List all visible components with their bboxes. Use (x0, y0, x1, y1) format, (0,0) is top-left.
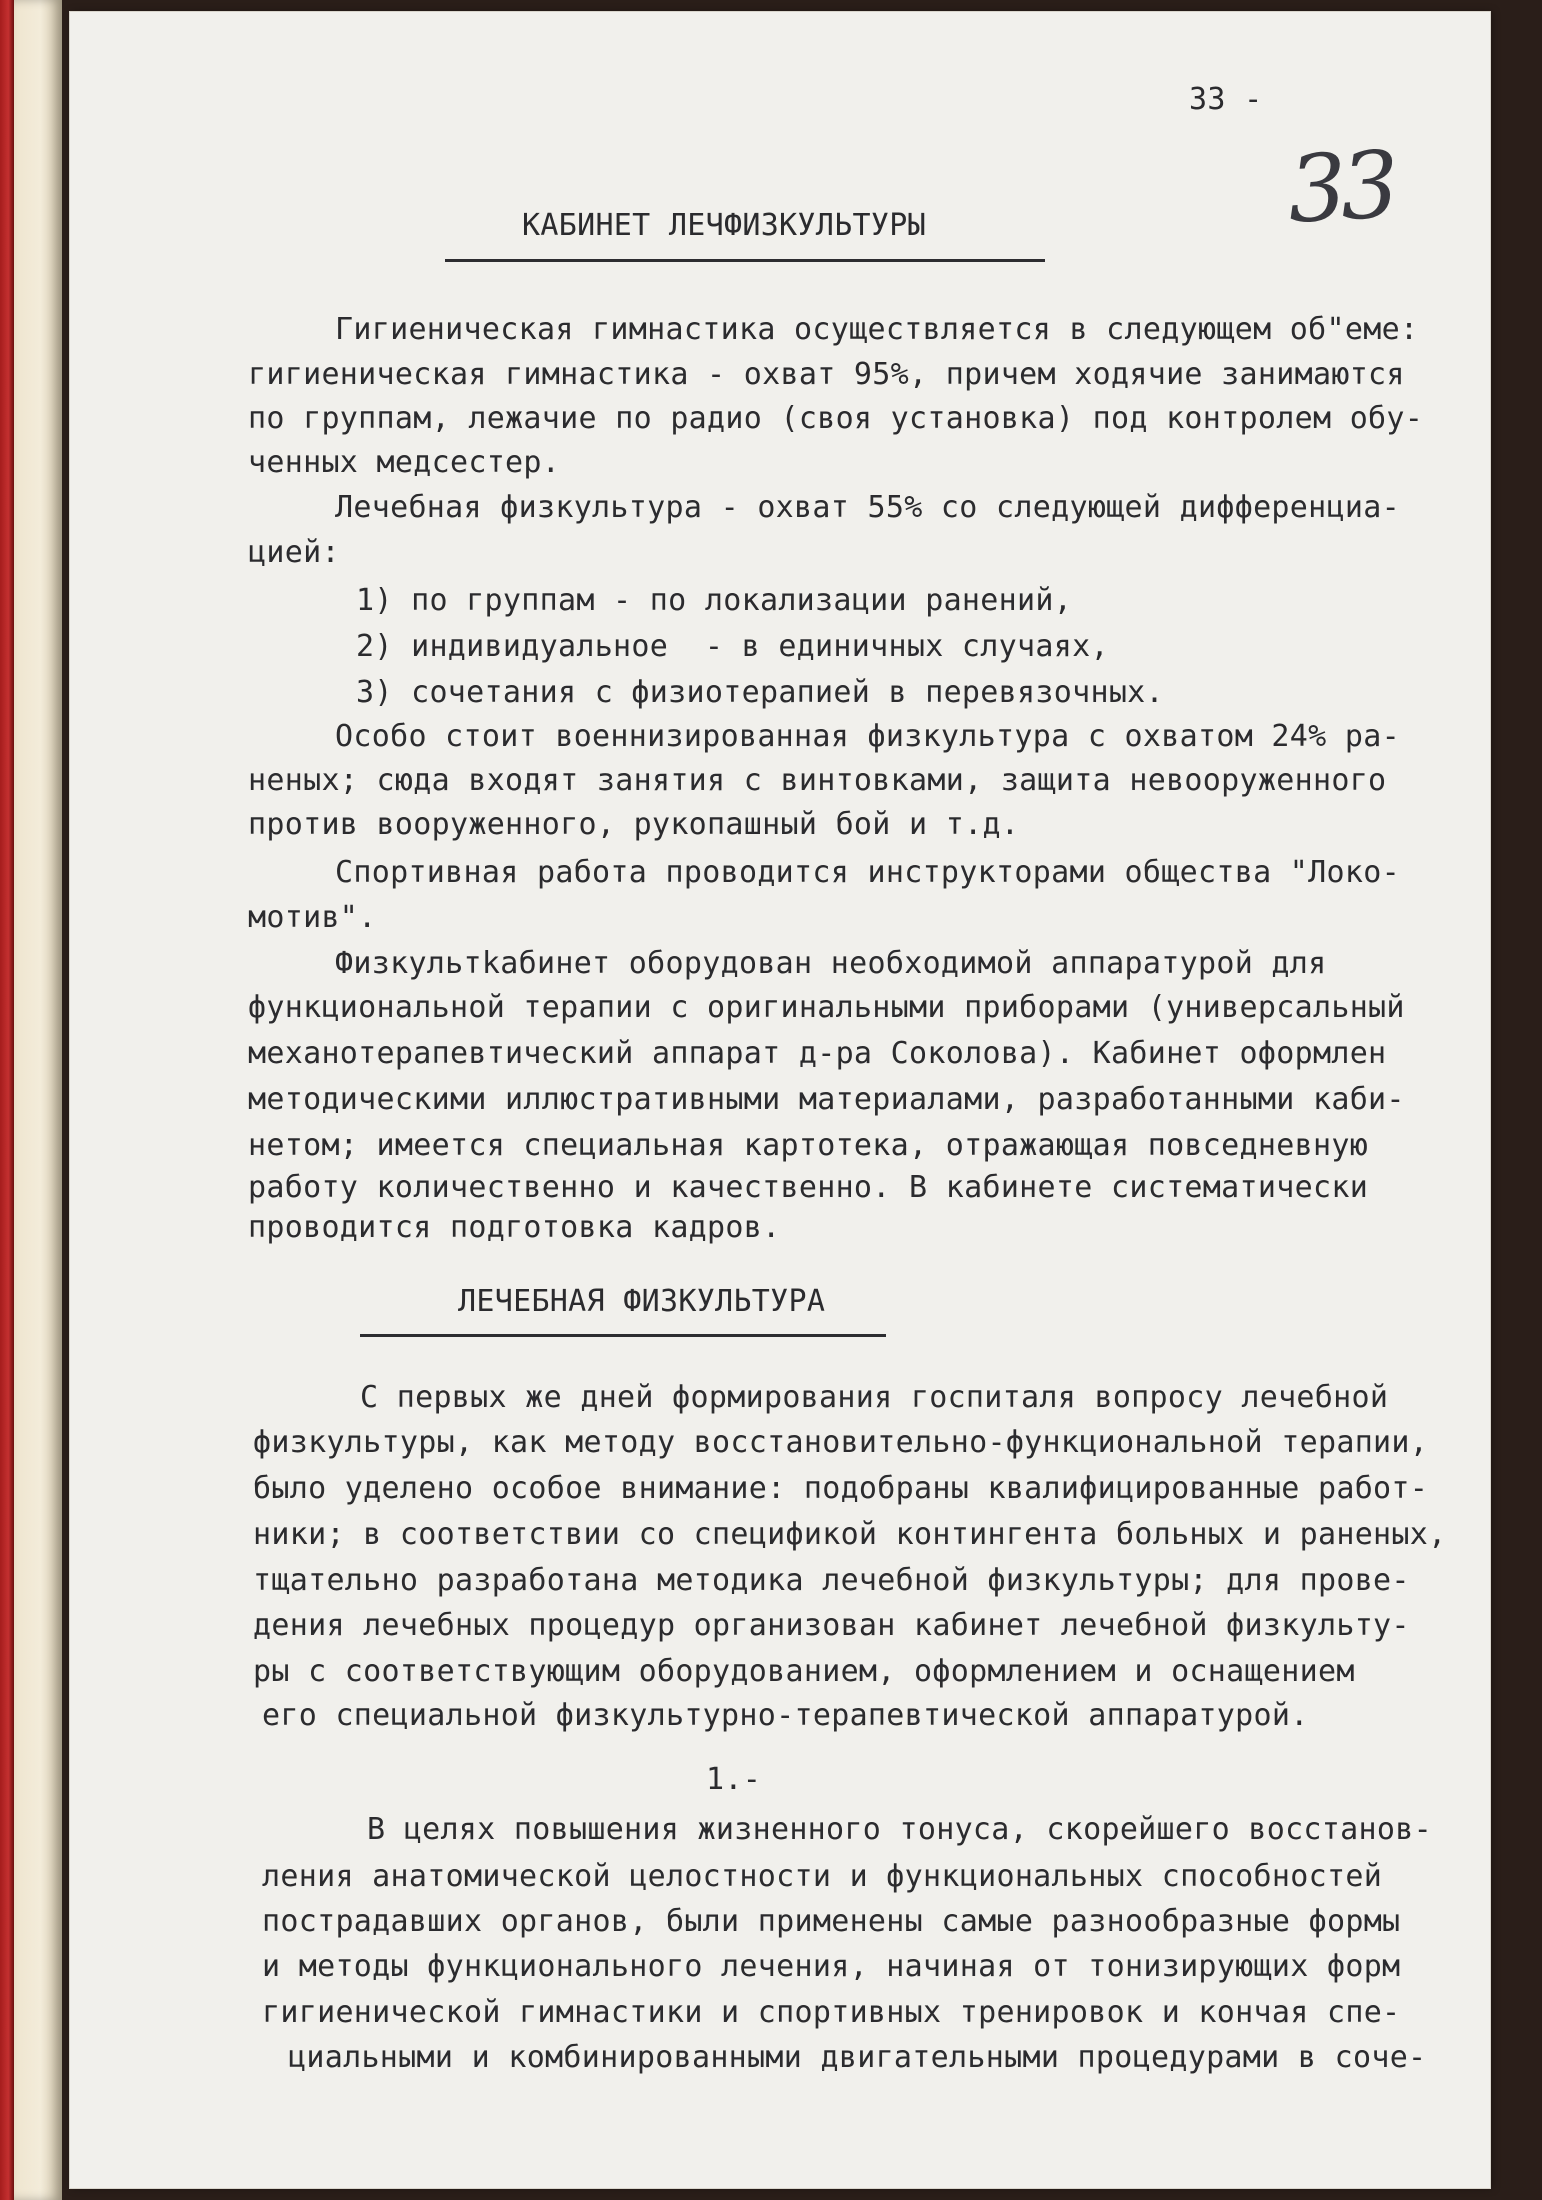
text-line: В целях повышения жизненного тонуса, скорейшего восстанов- (367, 1812, 1432, 1847)
text-line: ники; в соответствии со спецификой контингента больных и раненых, (253, 1517, 1447, 1552)
text-line: Физкультkабинет оборудован необходимой аппаратурой для (335, 946, 1327, 981)
text-line: Особо стоит военнизированная физкультура с охватом 24% ра- (335, 719, 1400, 754)
text-line: ления анатомической целостности и функциональных способностей (262, 1859, 1383, 1894)
text-line: ченных медсестер. (248, 445, 561, 480)
text-line: ры с соответствующим оборудованием, оформлением и оснащением (253, 1654, 1355, 1689)
adjacent-page-edge (14, 0, 62, 2200)
text-line: неных; сюда входят занятия с винтовками, защита невооруженного (248, 763, 1387, 798)
text-line: циальными и комбинированными двигательными процедурами в соче- (288, 2040, 1427, 2075)
text-line: функциональной терапии с оригинальными приборами (универсальный (248, 990, 1405, 1025)
list-item: 3) сочетания с физиотерапией в перевязочных. (356, 675, 1164, 710)
text-line: механотерапевтический аппарат д-ра Соколова). Кабинет оформлен (248, 1036, 1387, 1071)
text-line: Лечебная физкультура - охват 55% со следующей дифференциа- (335, 490, 1400, 525)
text-line: по группам, лежачие по радио (своя установка) под контролем обу- (248, 401, 1424, 436)
text-line: С первых же дней формирования госпиталя вопросу лечебной (360, 1380, 1389, 1415)
binding-edge (0, 0, 14, 2200)
text-line: гигиеническая гимнастика - охват 95%, причем ходячие занимаются (248, 357, 1405, 392)
heading-therapeutic-pe: ЛЕЧЕБНАЯ ФИЗКУЛЬТУРА (458, 1284, 826, 1319)
text-line: физкультуры, как методу восстановительно-функциональной терапии, (253, 1425, 1429, 1460)
text-line: его специальной физкультурно-терапевтической аппаратурой. (262, 1698, 1309, 1733)
text-line: и методы функционального лечения, начиная от тонизирующих форм (262, 1949, 1401, 1984)
text-line: Спортивная работа проводится инструкторами общества "Локо- (335, 855, 1400, 890)
text-line: работу количественно и качественно. В кабинете систематически (248, 1170, 1369, 1205)
text-line: тщательно разработана методика лечебной физкультуры; для прове- (253, 1563, 1410, 1598)
text-line: мотив". (248, 900, 377, 935)
text-line: было уделено особое внимание: подобраны квалифицированные работ- (253, 1471, 1429, 1506)
text-line: методическими иллюстративными материалами, разработанными каби- (248, 1082, 1405, 1117)
handwritten-page-number: 33 (1285, 131, 1396, 244)
document-page (70, 12, 1490, 2188)
item-number: 1.- (706, 1762, 762, 1797)
heading-cabinet: КАБИНЕТ ЛЕЧФИЗКУЛЬТУРЫ (522, 208, 926, 243)
text-line: дения лечебных процедур организован кабинет лечебной физкульту- (253, 1608, 1410, 1643)
heading-therapeutic-pe-underline (360, 1334, 886, 1337)
text-line: проводится подготовка кадров. (248, 1210, 781, 1245)
list-item: 2) индивидуальное - в единичных случаях, (356, 629, 1109, 664)
list-item: 1) по группам - по локализации ранений, (356, 583, 1073, 618)
text-line: гигиенической гимнастики и спортивных тренировок и кончая спе- (262, 1995, 1401, 2030)
text-line: Гигиеническая гимнастика осуществляется в следующем об"еме: (335, 312, 1419, 347)
heading-cabinet-underline (445, 259, 1045, 262)
text-line: пострадавших органов, были применены самые разнообразные формы (262, 1904, 1401, 1939)
text-line: цией: (248, 535, 340, 570)
page-number: 33 - (1189, 82, 1263, 117)
text-line: против вооруженного, рукопашный бой и т.д. (248, 807, 1020, 842)
text-line: нетом; имеется специальная картотека, отражающая повседневную (248, 1128, 1369, 1163)
